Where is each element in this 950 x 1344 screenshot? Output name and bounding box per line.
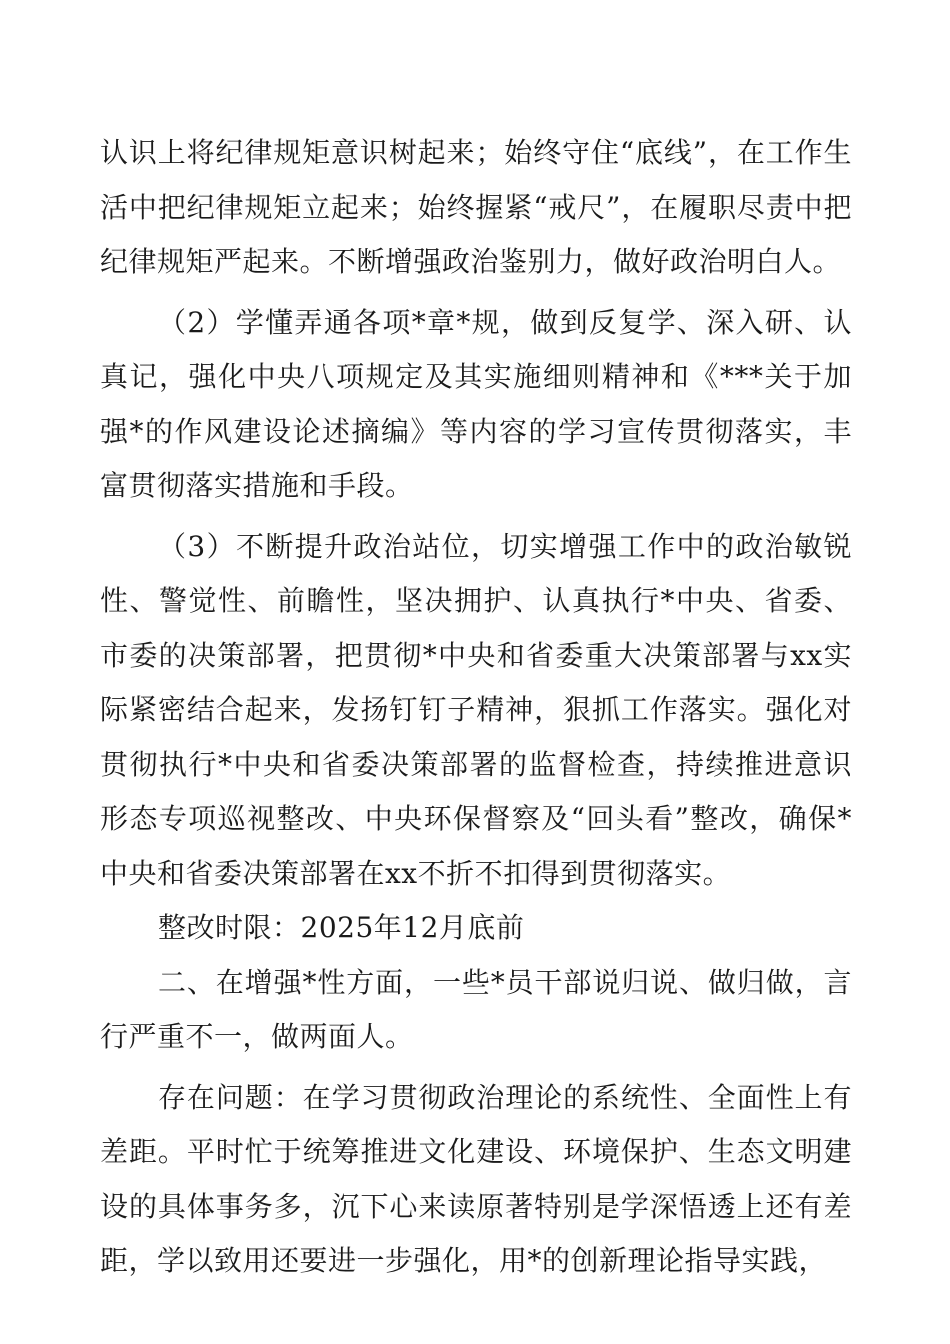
paragraph-deadline: 整改时限：2025年12月底前 [158,911,525,944]
paragraph-item-2: （2）学懂弄通各项*章*规，做到反复学、深入研、认真记，强化中央八项规定及其实施细则精神和《***关于加强*的作风建设论述摘编》等内容的学习宣传贯彻落实，丰富贯彻落实措施和手段。 [100,305,852,502]
paragraph-item-3: （3）不断提升政治站位，切实增强工作中的政治敏锐性、警觉性、前瞻性，坚决拥护、认真执行*中央、省委、市委的决策部署，把贯彻*中央和省委重大决策部署与xx实际紧密结合起来，发扬钉钉子精神，狠抓工作落实。强化对贯彻执行*中央和省委决策部署的监督检查，持续推进意识形态专项巡视整改、中央环保督察及“回头看”整改，确保*中央和省委决策部署在xx不折不扣得到贯彻落实。 [100,529,852,890]
paragraph-problem: 存在问题：在学习贯彻政治理论的系统性、全面性上有差距。平时忙于统筹推进文化建设、环境保护、生态文明建设的具体事务多，沉下心来读原著特别是学深悟透上还有差距，学以致用还要进一步强化，用*的创新理论指导实践， [100,1080,852,1277]
paragraph-continuation: 认识上将纪律规矩意识树起来；始终守住“底线”，在工作生活中把纪律规矩立起来；始终握紧“戒尺”，在履职尽责中把纪律规矩严起来。不断增强政治鉴别力，做好政治明白人。 [100,136,852,278]
paragraph-section-heading: 二、在增强*性方面，一些*员干部说归说、做归做，言行严重不一，做两面人。 [100,965,852,1053]
document-body [100,126,852,1289]
